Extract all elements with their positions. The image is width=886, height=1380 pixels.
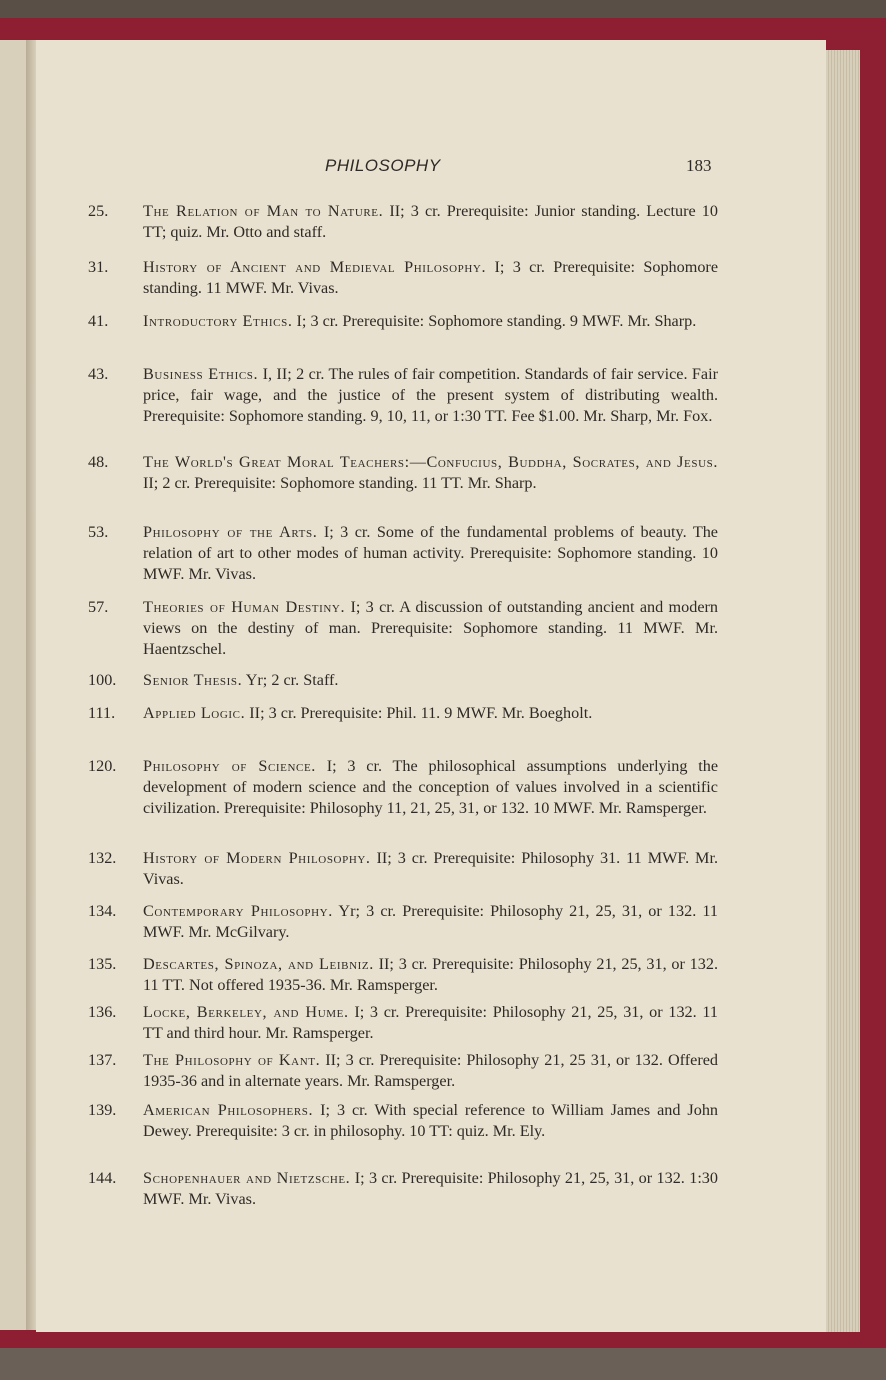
running-head-title: PHILOSOPHY (325, 156, 441, 175)
course-entry (88, 452, 718, 494)
course-title: Philosophy of the Arts. (143, 523, 318, 541)
course-entry (88, 522, 718, 585)
course-details: II; 3 cr. Prerequisite: Phil. 11. 9 MWF. Mr. Boegholt. (249, 704, 593, 722)
book-gutter (26, 40, 36, 1330)
page-stack-edge (826, 50, 860, 1332)
course-entry (88, 311, 718, 332)
course-number: 144. (88, 1169, 117, 1187)
facing-page-edge (0, 40, 26, 1330)
course-number: 137. (88, 1051, 117, 1069)
course-details: I; 3 cr. Prerequisite: Philosophy 21, 25, 31, or 132. 11 TT and third hour. Mr. Ramsperger. (143, 1003, 718, 1042)
course-details: I; 3 cr. With special reference to William James and John Dewey. Prerequisite: 3 cr. in philosophy. 10 TT: quiz. Mr. Ely. (143, 1101, 719, 1140)
running-head (0, 156, 886, 180)
course-entry (88, 848, 718, 890)
course-title: Applied Logic. (143, 704, 246, 722)
course-number: 120. (88, 757, 117, 775)
course-title: Theories of Human Destiny. (143, 598, 346, 616)
course-entry (88, 1100, 718, 1142)
course-details: II; 2 cr. Prerequisite: Sophomore standing. 11 TT. Mr. Sharp. (143, 474, 537, 492)
course-number: 41. (88, 312, 109, 330)
course-entry (88, 901, 718, 943)
course-details: I; 3 cr. Prerequisite: Philosophy 21, 25, 31, or 132. 1:30 MWF. Mr. Vivas. (143, 1169, 718, 1208)
course-details: I; 3 cr. The philosophical assumptions underlying the development of modern science and the conception of values involved in a scientific civilization. Prerequisite: Philosophy 11, 21, 25, 31, or 132. 10 MWF. Mr. Ramsperger. (143, 757, 719, 817)
course-title: The World's Great Moral Teachers:—Confucius, Buddha, Socrates, and Jesus. (143, 453, 718, 471)
course-entry (88, 703, 718, 724)
course-title: Business Ethics. (143, 365, 259, 383)
course-details: Yr; 3 cr. Prerequisite: Philosophy 21, 25, 31, or 132. 11 MWF. Mr. McGilvary. (143, 902, 718, 941)
course-details: II; 3 cr. Prerequisite: Philosophy 21, 25 31, or 132. Offered 1935-36 and in alternate years. Mr. Ramsperger. (143, 1051, 718, 1090)
course-entry (88, 364, 718, 427)
course-details: Yr; 2 cr. Staff. (245, 671, 339, 689)
course-details: II; 3 cr. Prerequisite: Junior standing. Lecture 10 TT; quiz. Mr. Otto and staff. (143, 202, 718, 241)
course-number: 25. (88, 202, 109, 220)
course-number: 111. (88, 704, 116, 722)
course-entry (88, 756, 718, 819)
course-entry (88, 201, 718, 243)
course-title: History of Modern Philosophy. (143, 849, 371, 867)
course-title: Locke, Berkeley, and Hume. (143, 1003, 349, 1021)
course-number: 53. (88, 523, 109, 541)
course-title: Philosophy of Science. (143, 757, 316, 775)
course-details: II; 3 cr. Prerequisite: Philosophy 21, 25, 31, or 132. 11 TT. Not offered 1935-36. Mr. Ramsperger. (143, 955, 719, 994)
course-number: 31. (88, 258, 109, 276)
course-number: 48. (88, 453, 109, 471)
course-entry (88, 1002, 718, 1044)
course-entry (88, 597, 718, 660)
course-entry (88, 1168, 718, 1210)
course-details: I; 3 cr. Prerequisite: Sophomore standing. 9 MWF. Mr. Sharp. (296, 312, 697, 330)
course-number: 136. (88, 1003, 117, 1021)
course-title: Senior Thesis. (143, 671, 243, 689)
course-number: 139. (88, 1101, 117, 1119)
course-number: 135. (88, 955, 117, 973)
background-surface (0, 1348, 886, 1380)
course-title: The Philosophy of Kant. (143, 1051, 321, 1069)
course-number: 132. (88, 849, 117, 867)
course-number: 43. (88, 365, 109, 383)
course-entry (88, 670, 718, 691)
course-title: The Relation of Man to Nature. (143, 202, 384, 220)
course-title: Descartes, Spinoza, and Leibniz. (143, 955, 374, 973)
course-title: History of Ancient and Medieval Philosophy. (143, 258, 487, 276)
course-entry (88, 257, 718, 299)
course-entry (88, 1050, 718, 1092)
course-number: 100. (88, 671, 117, 689)
course-details: I; 3 cr. Some of the fundamental problems of beauty. The relation of art to other modes of human activity. Prerequisite: Sophomore standing. 10 MWF. Mr. Vivas. (143, 523, 718, 583)
course-title: Introductory Ethics. (143, 312, 293, 330)
course-details: II; 3 cr. Prerequisite: Philosophy 31. 11 MWF. Mr. Vivas. (143, 849, 718, 888)
page-number: 183 (686, 156, 712, 175)
course-details: I; 3 cr. Prerequisite: Sophomore standing. 11 MWF. Mr. Vivas. (143, 258, 718, 297)
course-number: 134. (88, 902, 117, 920)
course-details: I, II; 2 cr. The rules of fair competition. Standards of fair service. Fair price, fair wage, and the justice of the present system of distributing wealth. Prerequisite: Sophomore standing. 9, 10, 11, or 1:30 TT. Fee $1.00. Mr. Sharp, Mr. Fox. (143, 365, 718, 425)
course-details: I; 3 cr. A discussion of outstanding ancient and modern views on the destiny of man. Prerequisite: Sophomore standing. 11 MWF. Mr. Haentzschel. (143, 598, 718, 658)
course-entry (88, 954, 718, 996)
course-title: Contemporary Philosophy. (143, 902, 333, 920)
course-title: American Philosophers. (143, 1101, 314, 1119)
course-title: Schopenhauer and Nietzsche. (143, 1169, 351, 1187)
course-number: 57. (88, 598, 109, 616)
